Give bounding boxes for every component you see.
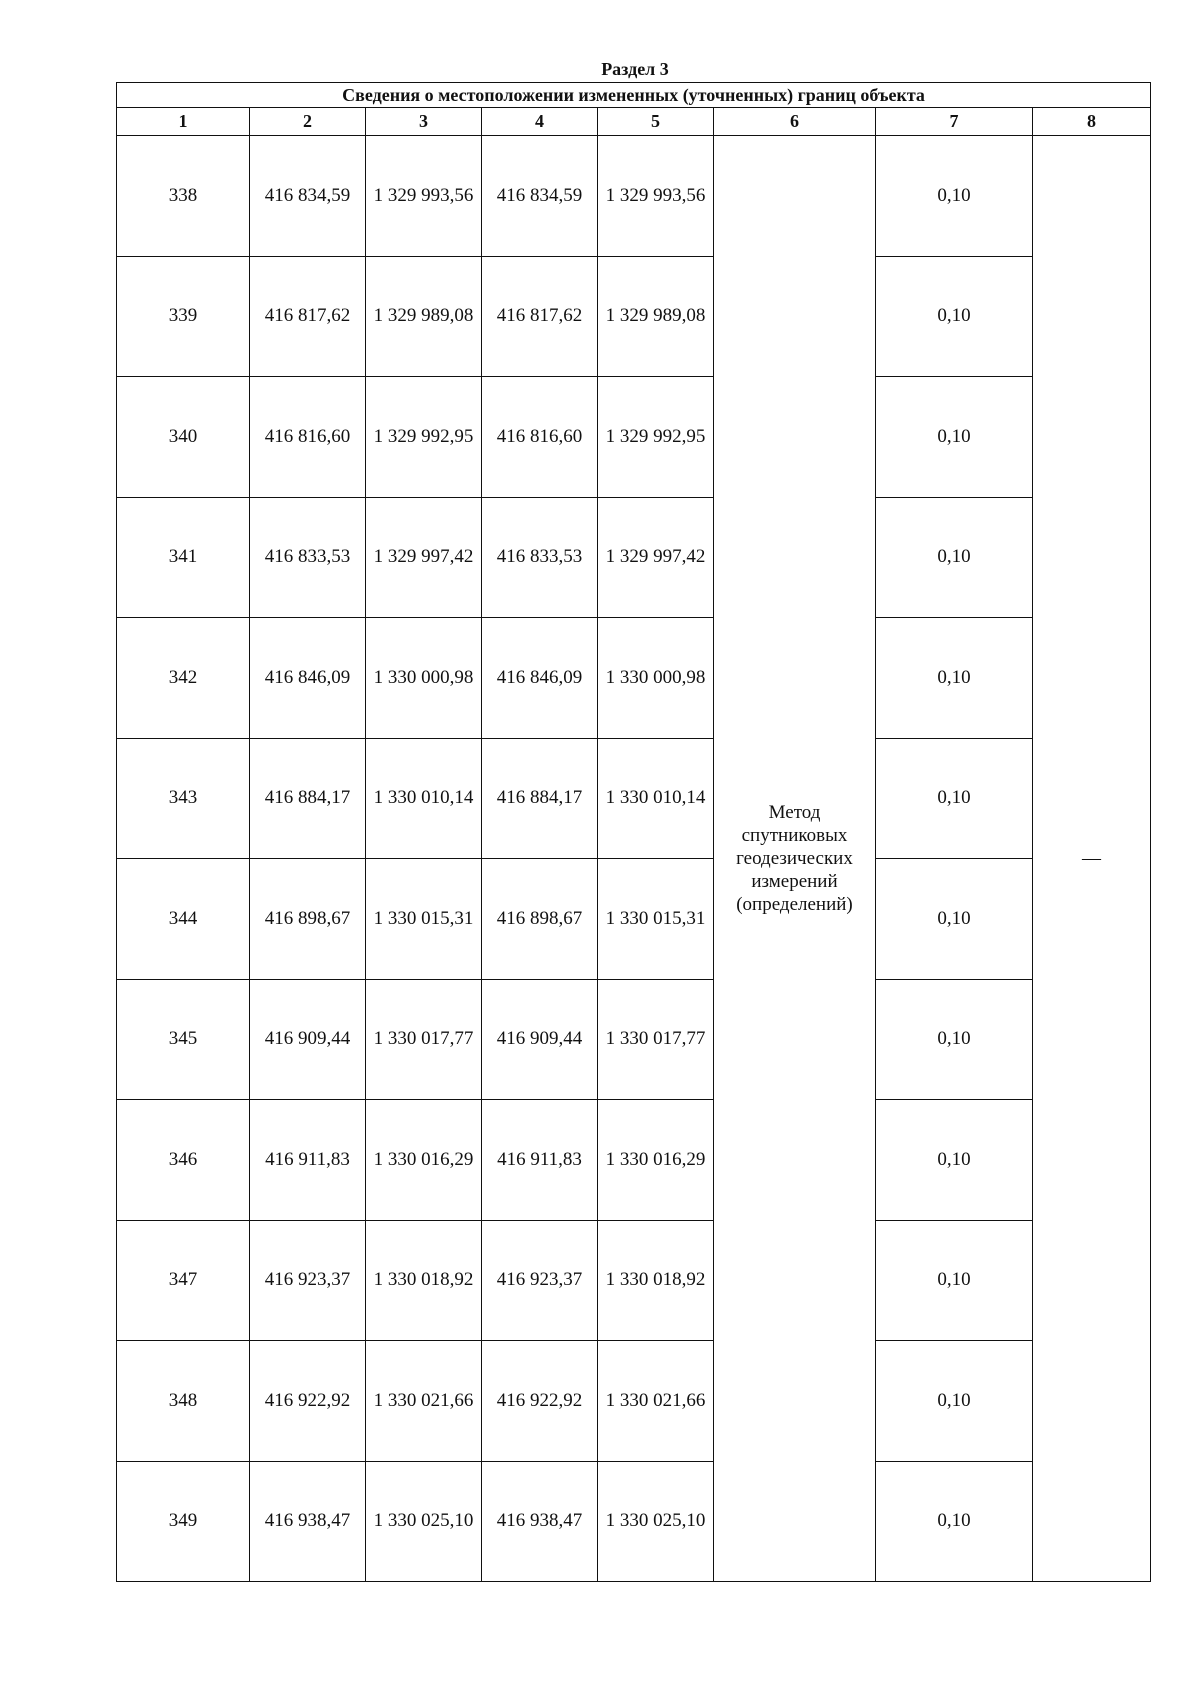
x-new-cell: 416 909,44 xyxy=(482,979,598,1100)
y-new-cell: 1 330 015,31 xyxy=(598,859,714,980)
precision-cell: 0,10 xyxy=(876,1100,1033,1221)
y-new-cell: 1 329 989,08 xyxy=(598,256,714,377)
y-existing-cell: 1 330 015,31 xyxy=(366,859,482,980)
precision-cell: 0,10 xyxy=(876,979,1033,1100)
x-new-cell: 416 833,53 xyxy=(482,497,598,618)
y-existing-cell: 1 329 997,42 xyxy=(366,497,482,618)
x-existing-cell: 416 923,37 xyxy=(250,1220,366,1341)
precision-cell: 0,10 xyxy=(876,738,1033,859)
y-new-cell: 1 330 016,29 xyxy=(598,1100,714,1221)
table-row xyxy=(117,979,1151,1100)
y-existing-cell: 1 330 010,14 xyxy=(366,738,482,859)
x-existing-cell: 416 833,53 xyxy=(250,497,366,618)
y-existing-cell: 1 330 021,66 xyxy=(366,1341,482,1462)
table-row xyxy=(117,256,1151,377)
point-number-cell: 343 xyxy=(117,738,250,859)
precision-cell: 0,10 xyxy=(876,618,1033,739)
point-number-cell: 340 xyxy=(117,377,250,498)
point-number-cell: 338 xyxy=(117,136,250,257)
table-caption: Сведения о местоположении измененных (уточненных) границ объекта xyxy=(117,83,1151,108)
x-new-cell: 416 923,37 xyxy=(482,1220,598,1341)
y-new-cell: 1 330 010,14 xyxy=(598,738,714,859)
x-new-cell: 416 816,60 xyxy=(482,377,598,498)
table-row xyxy=(117,1341,1151,1462)
x-existing-cell: 416 938,47 xyxy=(250,1461,366,1582)
column-number-7: 7 xyxy=(876,108,1033,136)
x-new-cell: 416 911,83 xyxy=(482,1100,598,1221)
x-new-cell: 416 938,47 xyxy=(482,1461,598,1582)
y-existing-cell: 1 329 989,08 xyxy=(366,256,482,377)
y-existing-cell: 1 330 017,77 xyxy=(366,979,482,1100)
y-existing-cell: 1 329 993,56 xyxy=(366,136,482,257)
point-number-cell: 349 xyxy=(117,1461,250,1582)
y-existing-cell: 1 330 000,98 xyxy=(366,618,482,739)
x-new-cell: 416 898,67 xyxy=(482,859,598,980)
x-new-cell: 416 884,17 xyxy=(482,738,598,859)
y-new-cell: 1 330 018,92 xyxy=(598,1220,714,1341)
point-number-cell: 345 xyxy=(117,979,250,1100)
x-existing-cell: 416 816,60 xyxy=(250,377,366,498)
y-existing-cell: 1 330 025,10 xyxy=(366,1461,482,1582)
y-new-cell: 1 330 000,98 xyxy=(598,618,714,739)
x-existing-cell: 416 834,59 xyxy=(250,136,366,257)
column-number-6: 6 xyxy=(714,108,876,136)
precision-cell: 0,10 xyxy=(876,1220,1033,1341)
x-new-cell: 416 817,62 xyxy=(482,256,598,377)
point-number-cell: 342 xyxy=(117,618,250,739)
y-new-cell: 1 330 025,10 xyxy=(598,1461,714,1582)
column-number-8: 8 xyxy=(1033,108,1151,136)
point-number-cell: 346 xyxy=(117,1100,250,1221)
point-number-cell: 341 xyxy=(117,497,250,618)
y-existing-cell: 1 330 016,29 xyxy=(366,1100,482,1221)
y-new-cell: 1 329 992,95 xyxy=(598,377,714,498)
y-new-cell: 1 329 993,56 xyxy=(598,136,714,257)
column-number-4: 4 xyxy=(482,108,598,136)
precision-cell: 0,10 xyxy=(876,859,1033,980)
table-row xyxy=(117,859,1151,980)
coordinates-table xyxy=(116,82,1151,1582)
point-number-cell: 344 xyxy=(117,859,250,980)
table-row xyxy=(117,618,1151,739)
column-number-1: 1 xyxy=(117,108,250,136)
point-number-cell: 339 xyxy=(117,256,250,377)
x-existing-cell: 416 898,67 xyxy=(250,859,366,980)
y-new-cell: 1 330 017,77 xyxy=(598,979,714,1100)
x-existing-cell: 416 817,62 xyxy=(250,256,366,377)
precision-cell: 0,10 xyxy=(876,136,1033,257)
x-existing-cell: 416 909,44 xyxy=(250,979,366,1100)
table-row xyxy=(117,1461,1151,1582)
y-new-cell: 1 329 997,42 xyxy=(598,497,714,618)
x-new-cell: 416 922,92 xyxy=(482,1341,598,1462)
point-number-cell: 347 xyxy=(117,1220,250,1341)
section-title: Раздел 3 xyxy=(601,59,669,79)
column-number-5: 5 xyxy=(598,108,714,136)
precision-cell: 0,10 xyxy=(876,497,1033,618)
table-row xyxy=(117,738,1151,859)
table-row xyxy=(117,1100,1151,1221)
y-existing-cell: 1 330 018,92 xyxy=(366,1220,482,1341)
table-body xyxy=(117,136,1151,1582)
table-row xyxy=(117,377,1151,498)
point-number-cell: 348 xyxy=(117,1341,250,1462)
precision-cell: 0,10 xyxy=(876,377,1033,498)
table-row xyxy=(117,136,1151,257)
precision-cell: 0,10 xyxy=(876,1341,1033,1462)
column-number-2: 2 xyxy=(250,108,366,136)
column8-cell: — xyxy=(1033,136,1151,1582)
y-new-cell: 1 330 021,66 xyxy=(598,1341,714,1462)
x-existing-cell: 416 911,83 xyxy=(250,1100,366,1221)
table-row xyxy=(117,1220,1151,1341)
x-existing-cell: 416 884,17 xyxy=(250,738,366,859)
column-number-3: 3 xyxy=(366,108,482,136)
x-new-cell: 416 846,09 xyxy=(482,618,598,739)
precision-cell: 0,10 xyxy=(876,256,1033,377)
table-row xyxy=(117,497,1151,618)
method-cell: Метод спутниковых геодезических измерений (определений) xyxy=(714,136,876,1582)
x-existing-cell: 416 922,92 xyxy=(250,1341,366,1462)
precision-cell: 0,10 xyxy=(876,1461,1033,1582)
x-existing-cell: 416 846,09 xyxy=(250,618,366,739)
y-existing-cell: 1 329 992,95 xyxy=(366,377,482,498)
x-new-cell: 416 834,59 xyxy=(482,136,598,257)
